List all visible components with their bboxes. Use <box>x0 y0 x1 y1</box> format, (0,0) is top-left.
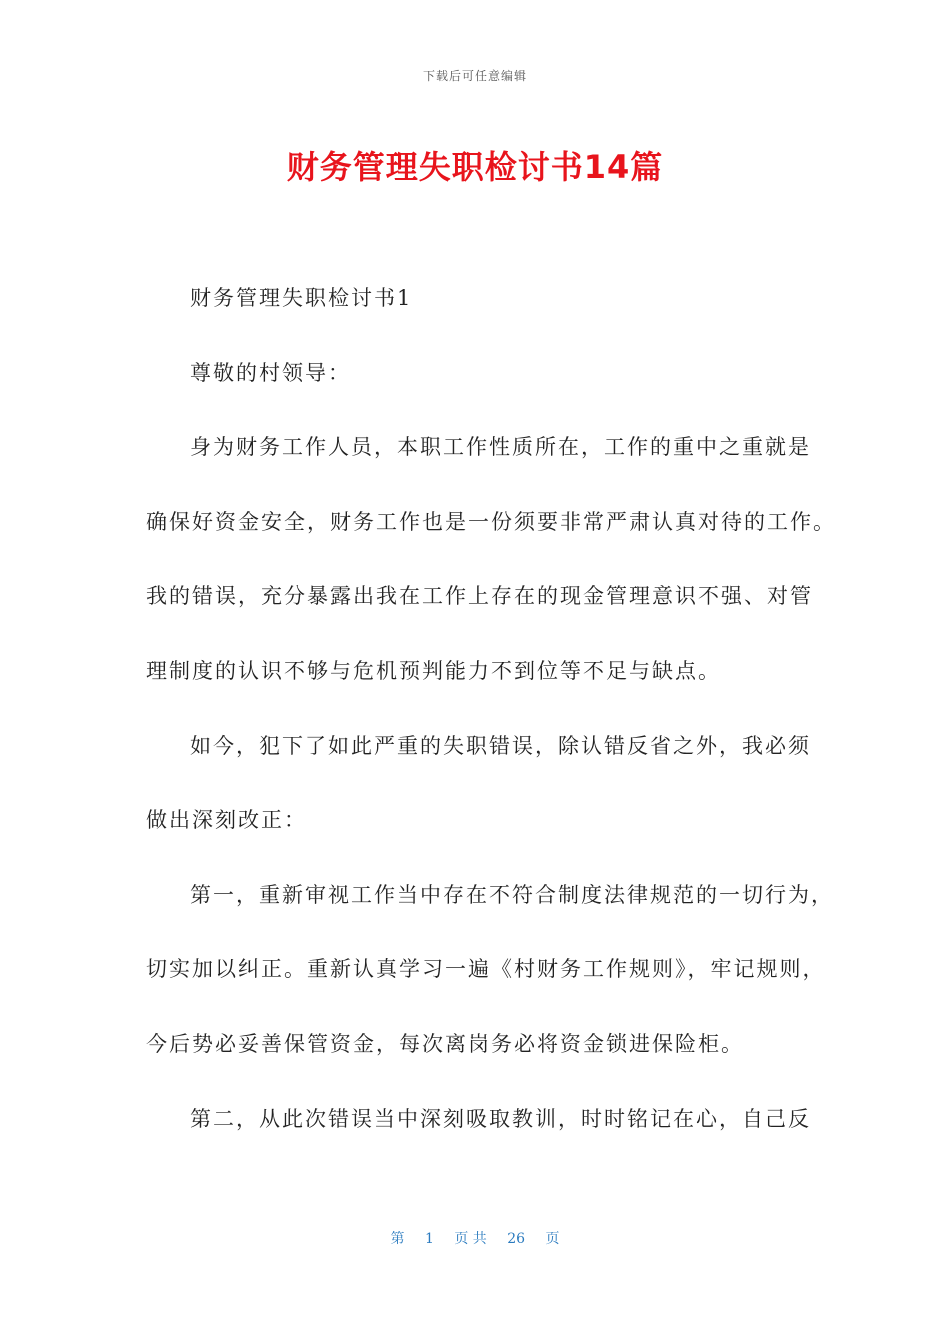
paragraph-line: 确保好资金安全，财务工作也是一份须要非常严肃认真对待的工作。 <box>146 509 836 534</box>
paragraph-line: 身为财务工作人员，本职工作性质所在，工作的重中之重就是 <box>190 435 811 460</box>
paragraph-line: 做出深刻改正： <box>146 808 307 833</box>
page-suffix: 页 <box>545 1231 560 1247</box>
document-title: 财务管理失职检讨书14篇 <box>286 148 664 186</box>
header-note: 下载后可任意编辑 <box>422 69 527 83</box>
paragraph-line: 今后势必妥善保管资金，每次离岗务必将资金锁进保险柜。 <box>146 1031 744 1056</box>
paragraph-line: 切实加以纠正。重新认真学习一遍《村财务工作规则》，牢记规则， <box>146 957 826 982</box>
current-page-number: 1 <box>424 1231 434 1247</box>
paragraph-line: 第二，从此次错误当中深刻吸取教训，时时铭记在心，自己反 <box>190 1106 811 1131</box>
paragraph-line: 第一，重新审视工作当中存在不符合制度法律规范的一切行为， <box>190 882 834 907</box>
paragraph-line: 理制度的认识不够与危机预判能力不到位等不足与缺点。 <box>146 658 721 683</box>
document-body <box>146 270 836 1165</box>
paragraph-line: 我的错误，充分暴露出我在工作上存在的现金管理意识不强、对管 <box>146 584 813 609</box>
page-footer <box>0 1228 950 1248</box>
page-mid-text: 页 共 <box>454 1231 487 1247</box>
paragraph-line: 如今，犯下了如此严重的失职错误，除认错反省之外，我必须 <box>190 733 811 758</box>
salutation: 尊敬的村领导： <box>190 360 351 385</box>
total-pages-number: 26 <box>507 1231 526 1247</box>
section-heading: 财务管理失职检讨书1 <box>190 286 413 310</box>
page-prefix: 第 <box>390 1231 405 1247</box>
